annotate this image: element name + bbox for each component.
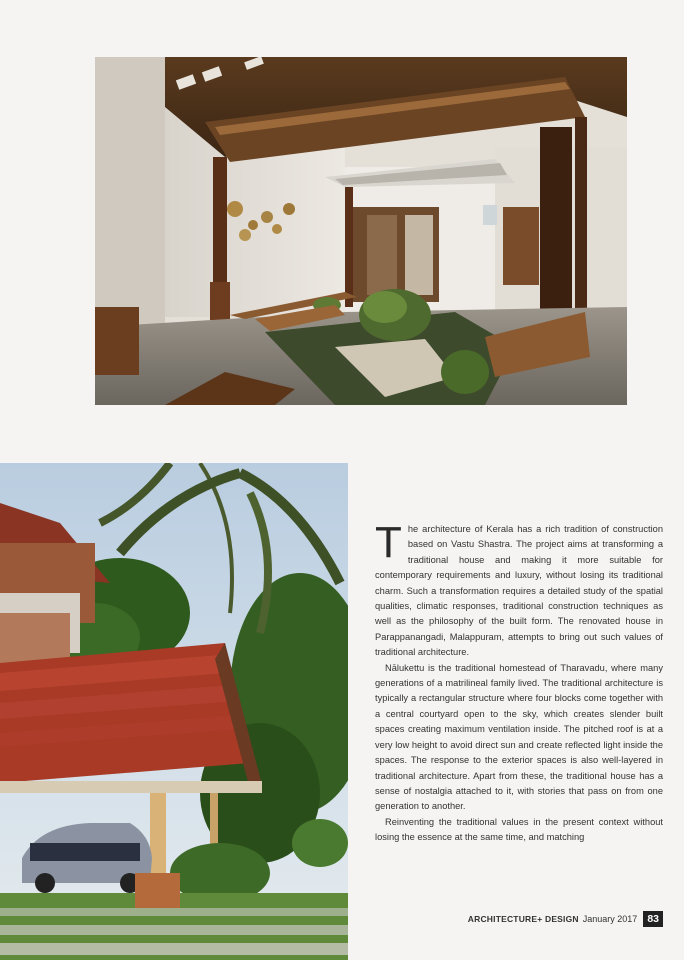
- issue-date: January 2017: [582, 914, 638, 924]
- house-exterior-photo: [0, 463, 348, 960]
- article-paragraph-3: Reinventing the traditional values in the present context without losing the essence at the same time, and matching: [375, 816, 663, 843]
- article-paragraph-1: [375, 518, 663, 661]
- page-footer: [420, 911, 663, 927]
- article-body: [375, 518, 663, 846]
- magazine-name: ARCHITECTURE+ DESIGN: [467, 914, 579, 924]
- drop-cap: T: [375, 518, 402, 567]
- article-paragraph-1-text: he architecture of Kerala has a rich tradition of construction based on Vastu Shastra. The project aims at transforming a traditional house and making it more suitable for contemporary requirements and luxury, without losing its traditional charm. Such a transformation requires a detailed study of the spatial qualities, climatic responses, traditional construction techniques as well as the philosophy of the built form. The renovated house in Parappanangadi, Malappuram, attempts to bring out such values of traditional architecture.: [375, 524, 663, 658]
- page-number: 83: [643, 911, 663, 927]
- courtyard-interior-photo: [95, 57, 627, 405]
- article-paragraph-2: Nālukettu is the traditional homestead of Tharavadu, where many generations of a matrilineal family lived. The traditional architecture is typically a rectangular structure where four blocks come together with a central courtyard open to the sky, which creates slender built spaces creating maximum ventilation inside. The pitched roof is at a very low height to avoid direct sun and create reflected light inside the spaces. The response to the exterior spaces is also well-layered in traditional architecture. Apart from these, the traditional house has a sense of nostalgia attached to it, with stories that pass on from one generation to another.: [375, 662, 663, 812]
